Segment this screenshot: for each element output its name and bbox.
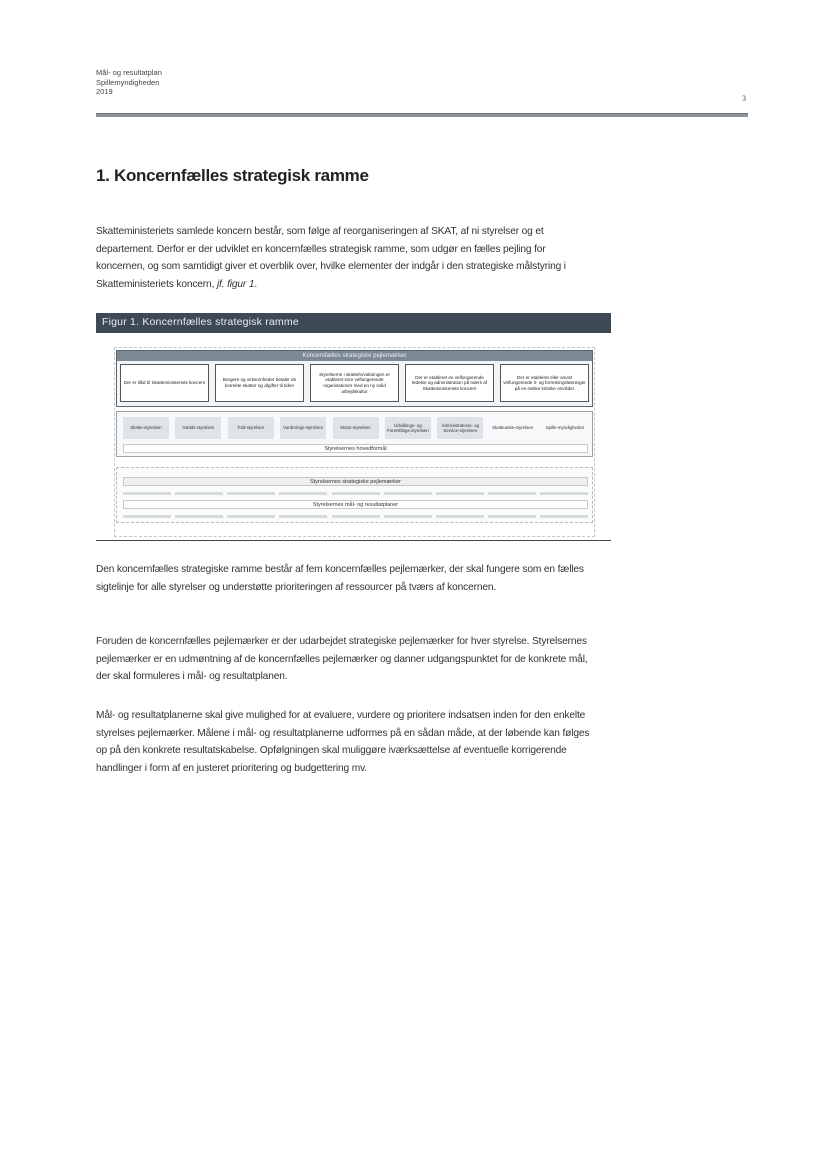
header-meta <box>96 68 748 97</box>
styrelse-item: Motor-styrelsen <box>333 417 379 439</box>
band-pejlemaerker: Styrelsernes strategiske pejlemærker <box>123 477 588 486</box>
styrelse-item: Spille-myndigheden <box>545 425 585 431</box>
koncern-goals <box>120 364 589 402</box>
styrelse-item: Gælds-styrelsen <box>175 417 221 439</box>
page-header <box>96 68 748 103</box>
paragraph-intro <box>96 223 596 293</box>
header-plan-title: Mål- og resultatplan <box>96 68 162 77</box>
header-organization: Spillemyndigheden <box>96 77 160 87</box>
koncern-goal: Der er etableret eller anvist velfungerende it- og forretningsløsninger på en række kritiske områder <box>500 364 589 402</box>
styrelse-item: Vurderings-styrelsen <box>280 417 326 439</box>
header-year: 2019 <box>96 87 113 96</box>
paragraph-intro-end: . <box>254 278 258 290</box>
divider-stripes <box>123 492 588 495</box>
figure-1 <box>96 313 611 543</box>
paragraph-intro-text: Skatteministeriets samlede koncern består, som følge af reorganiseringen af SKAT, af ni styrelser og et departement. Derfor er der udviklet en koncernfælles strategisk ramme, som udgør en fælles pejling for koncernen, og som samtidigt giver et overblik over, hvilke elementer der indgår i den strategiske målstyring i Skatteministeriets koncern, <box>96 226 566 290</box>
divider-stripes <box>123 515 588 518</box>
figure-title: Figur 1. Koncernfælles strategisk ramme <box>96 313 611 333</box>
page-number: 3 <box>742 94 746 103</box>
paragraph-pejlemaerker: Den koncernfælles strategiske ramme består af fem koncernfælles pejlemærker, der skal fungere som en fælles sigtelinje for alle styrelser og understøtte prioriteringen af ressourcer på tværs af koncernen. <box>96 564 584 593</box>
koncern-goal: Borgere og virksomheder betaler de korrekte skatter og afgifter til tiden <box>215 364 304 402</box>
styrelser-row <box>123 417 588 439</box>
paragraph-styrelser: Foruden de koncernfælles pejlemærker er der udarbejdet strategiske pejlemærker for hver styrelse. Styrelsernes pejlemærker er en udmøntning af de koncernfælles pejlemærker og danner udgangspunktet for de konkrete mål, der skal formuleres i mål- og resultatplanen. <box>96 636 588 682</box>
koncern-goal: Der er etableret en velfungerende ledelse og administration på tværs af Skatteministeriets koncern <box>405 364 494 402</box>
styrelse-item: Udviklings- og Forenklings-styrelsen <box>385 417 431 439</box>
styrelse-item: Skatte-styrelsen <box>123 417 169 439</box>
band-maalplaner: Styrelsernes mål- og resultatplaner <box>123 500 588 509</box>
koncern-goal: Der er tillid til Skatteministeriets koncern <box>120 364 209 402</box>
section-title: 1. Koncernfælles strategisk ramme <box>96 166 369 185</box>
styrelse-item: Skatteankе-styrelsen <box>492 425 534 431</box>
styrelser-box <box>116 411 593 457</box>
band-hovedformaal: Styrelsernes hovedformål <box>123 444 588 453</box>
styrelse-item: Administrations- og Service-styrelsen <box>437 417 483 439</box>
koncern-pejlemaerker-header: Koncernfælles strategiske pejlemærker <box>117 351 592 361</box>
figure-diagram <box>96 333 611 541</box>
koncern-pejlemaerker-box <box>116 350 593 407</box>
header-rule <box>96 113 748 117</box>
styrelse-item: Told-styrelsen <box>228 417 274 439</box>
styrelser-plans-box <box>116 467 593 523</box>
paragraph-opfoelgning: Mål- og resultatplanerne skal give mulighed for at evaluere, vurdere og prioritere indsatsen inden for den enkelte styrelses pejlemærker. Målene i mål- og resultatplanerne udformes på en sådan måde, at der løbende kan følges op på den konkrete resultatskabelse. Opfølgningen skal muliggøre iværksættelse af eventuelle korrigerende handlinger i form af en justeret prioritering og budgettering mv. <box>96 710 590 774</box>
koncern-goal: Styrelserne i skatteforvaltningen er etableret som velfungerende organisationer med en ny solid arbejdskultur <box>310 364 399 402</box>
figure-reference: jf. figur 1 <box>216 278 255 290</box>
